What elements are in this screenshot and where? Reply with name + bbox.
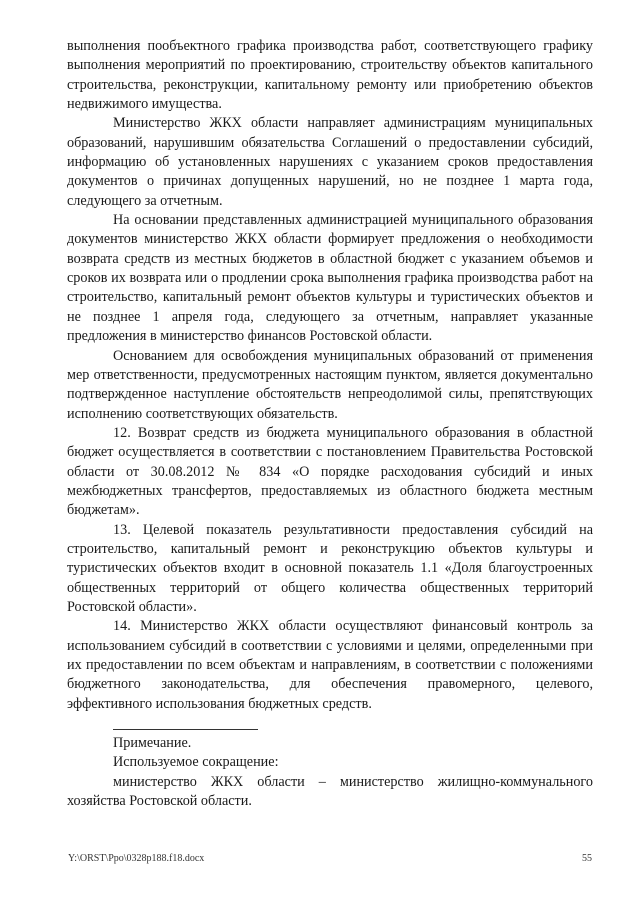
note-separator: [113, 729, 258, 730]
paragraph-continuation: выполнения пообъектного графика производства работ, соответствующего графику выполнения мероприятий по проектированию, строительству объектов капитального строительства, реконструкции, капитальному ремонту или приобретению объектов недвижимого имущества.: [67, 38, 593, 113]
paragraph-item-12: 12. Возврат средств из бюджета муниципального образования в областной бюджет осуществляется в соответствии с постановлением Правительства Ростовской области от 30.08.2012 № 834 «О порядке расходования субсидий и иных межбюджетных трансфертов, предоставляемых из областного бюджета местным бюджетам».: [67, 424, 593, 519]
note-title: Примечание.: [113, 735, 192, 752]
paragraph-force-majeure: Основанием для освобождения муниципальных образований от применения мер ответственности, предусмотренных настоящим пунктом, является документально подтвержденное наступление обстоятельств непреодолимой силы, препятствующих исполнению соответствующих обязательств.: [67, 347, 593, 422]
file-path: Y:\ORST\Ppo\0328p188.f18.docx: [68, 853, 205, 864]
paragraph-return-proposals: На основании представленных администрацией муниципального образования документов министерство ЖКХ области формирует предложения о необходимости возврата средств из местных бюджетов в областной бюджет с указанием объемов и сроков их возврата или о продлении срока выполнения графика производства работ на строительство, капитальный ремонт объектов культуры и туристических объектов и не позднее 1 апреля года, следующего за отчетным, направляет указанные предложения в министерство финансов Ростовской области.: [67, 212, 593, 345]
paragraph-ministry-notice: Министерство ЖКХ области направляет администрациям муниципальных образований, нарушившим обязательства Соглашений о предоставлении субсидий, информацию об установленных нарушениях с указанием сроков предоставления документов о причинах допущенных нарушений, но не позднее 1 марта года, следующего за отчетным.: [67, 115, 593, 209]
paragraph-item-14: 14. Министерство ЖКХ области осуществляют финансовый контроль за использованием субсидий в соответствии с условиями и целями, определенными при их предоставлении по всем объектам и направлениям, в соответствии с положениями бюджетного законодательства, для обеспечения правомерного, целевого, эффективного использования бюджетных средств.: [67, 618, 593, 712]
note-abbreviation: министерство ЖКХ области – министерство жилищно-коммунального хозяйства Ростовской области.: [67, 773, 593, 810]
document-body: [67, 37, 593, 811]
note-subtitle: Используемое сокращение:: [113, 754, 279, 771]
paragraph-item-13: 13. Целевой показатель результативности предоставления субсидий на строительство, капитальный ремонт и реконструкцию объектов культуры и туристических объектов входит в основной показатель 1.1 «Доля благоустроенных общественных территорий от общего количества общественных территорий Ростовской области».: [67, 521, 593, 615]
page-number: 55: [582, 853, 592, 864]
